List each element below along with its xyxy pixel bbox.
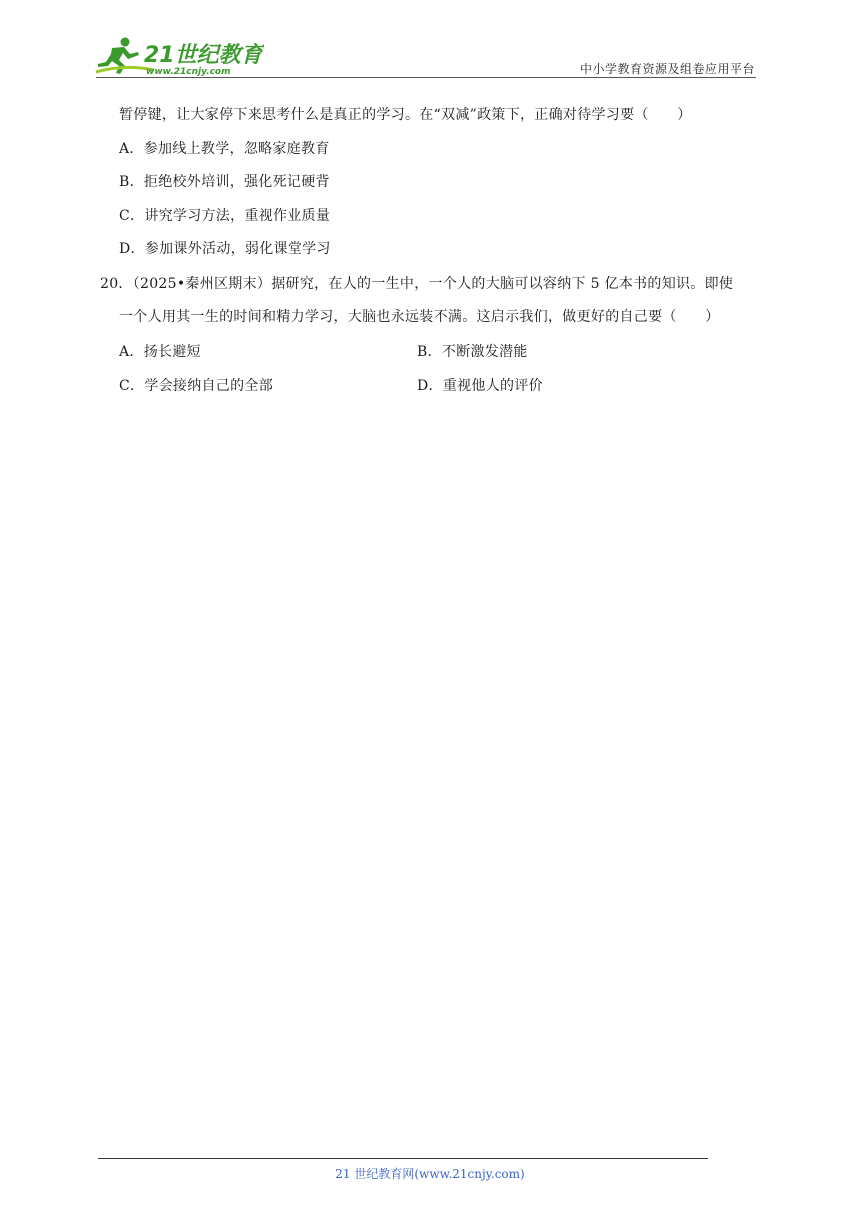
question-number: 20． (100, 276, 133, 292)
q19-option-a (119, 140, 330, 158)
question-source: （2025•秦州区期末） (132, 276, 272, 292)
q19-option-d (119, 240, 331, 258)
option-label: D． (119, 241, 145, 257)
q19-option-b (119, 173, 330, 191)
footer-divider (98, 1158, 708, 1159)
option-text: 不断激发潜能 (441, 344, 528, 360)
q20-option-b (417, 343, 528, 361)
option-label: C． (119, 378, 145, 394)
header-divider (96, 77, 756, 78)
q20-option-d (417, 377, 543, 395)
option-text: 拒绝校外培训，强化死记硬背 (143, 174, 330, 190)
logo-main-text: 21世纪教育 (144, 43, 263, 68)
option-label: B． (119, 174, 144, 190)
q20-stem-line1 (100, 275, 733, 293)
q20-option-c (119, 377, 273, 395)
header-platform-title: 中小学教育资源及组卷应用平台 (579, 62, 755, 76)
logo-figure-head (121, 38, 130, 47)
question-stem-text: 据研究，在人的一生中，一个人的大脑可以容纳下 5 亿本书的知识。即使 (271, 276, 734, 292)
footer-site-link[interactable]: 21 世纪教育网(www.21cnjy.com) (335, 1167, 525, 1181)
option-text: 重视他人的评价 (442, 378, 543, 394)
option-label: D． (417, 378, 443, 394)
option-text: 讲究学习方法，重视作业质量 (144, 208, 331, 224)
logo-graphic (94, 34, 264, 78)
option-label: B． (417, 344, 442, 360)
q20-stem-line2: 一个人用其一生的时间和精力学习，大脑也永远装不满。这启示我们，做更好的自己要（ ） (119, 309, 720, 325)
option-label: C． (119, 208, 145, 224)
q19-option-c (119, 207, 330, 225)
site-logo (94, 34, 264, 78)
option-label: A． (119, 141, 144, 157)
option-text: 参加线上教学，忽略家庭教育 (143, 141, 330, 157)
option-label: A． (119, 344, 144, 360)
logo-sub-text: www.21cnjy.com (146, 67, 231, 77)
option-text: 参加课外活动，弱化课堂学习 (144, 241, 331, 257)
q19-stem-continuation: 暂停键，让大家停下来思考什么是真正的学习。在“双减”政策下，正确对待学习要（ ） (119, 107, 692, 123)
option-text: 学会接纳自己的全部 (144, 378, 274, 394)
q20-option-a (119, 343, 201, 361)
option-text: 扬长避短 (143, 344, 201, 360)
